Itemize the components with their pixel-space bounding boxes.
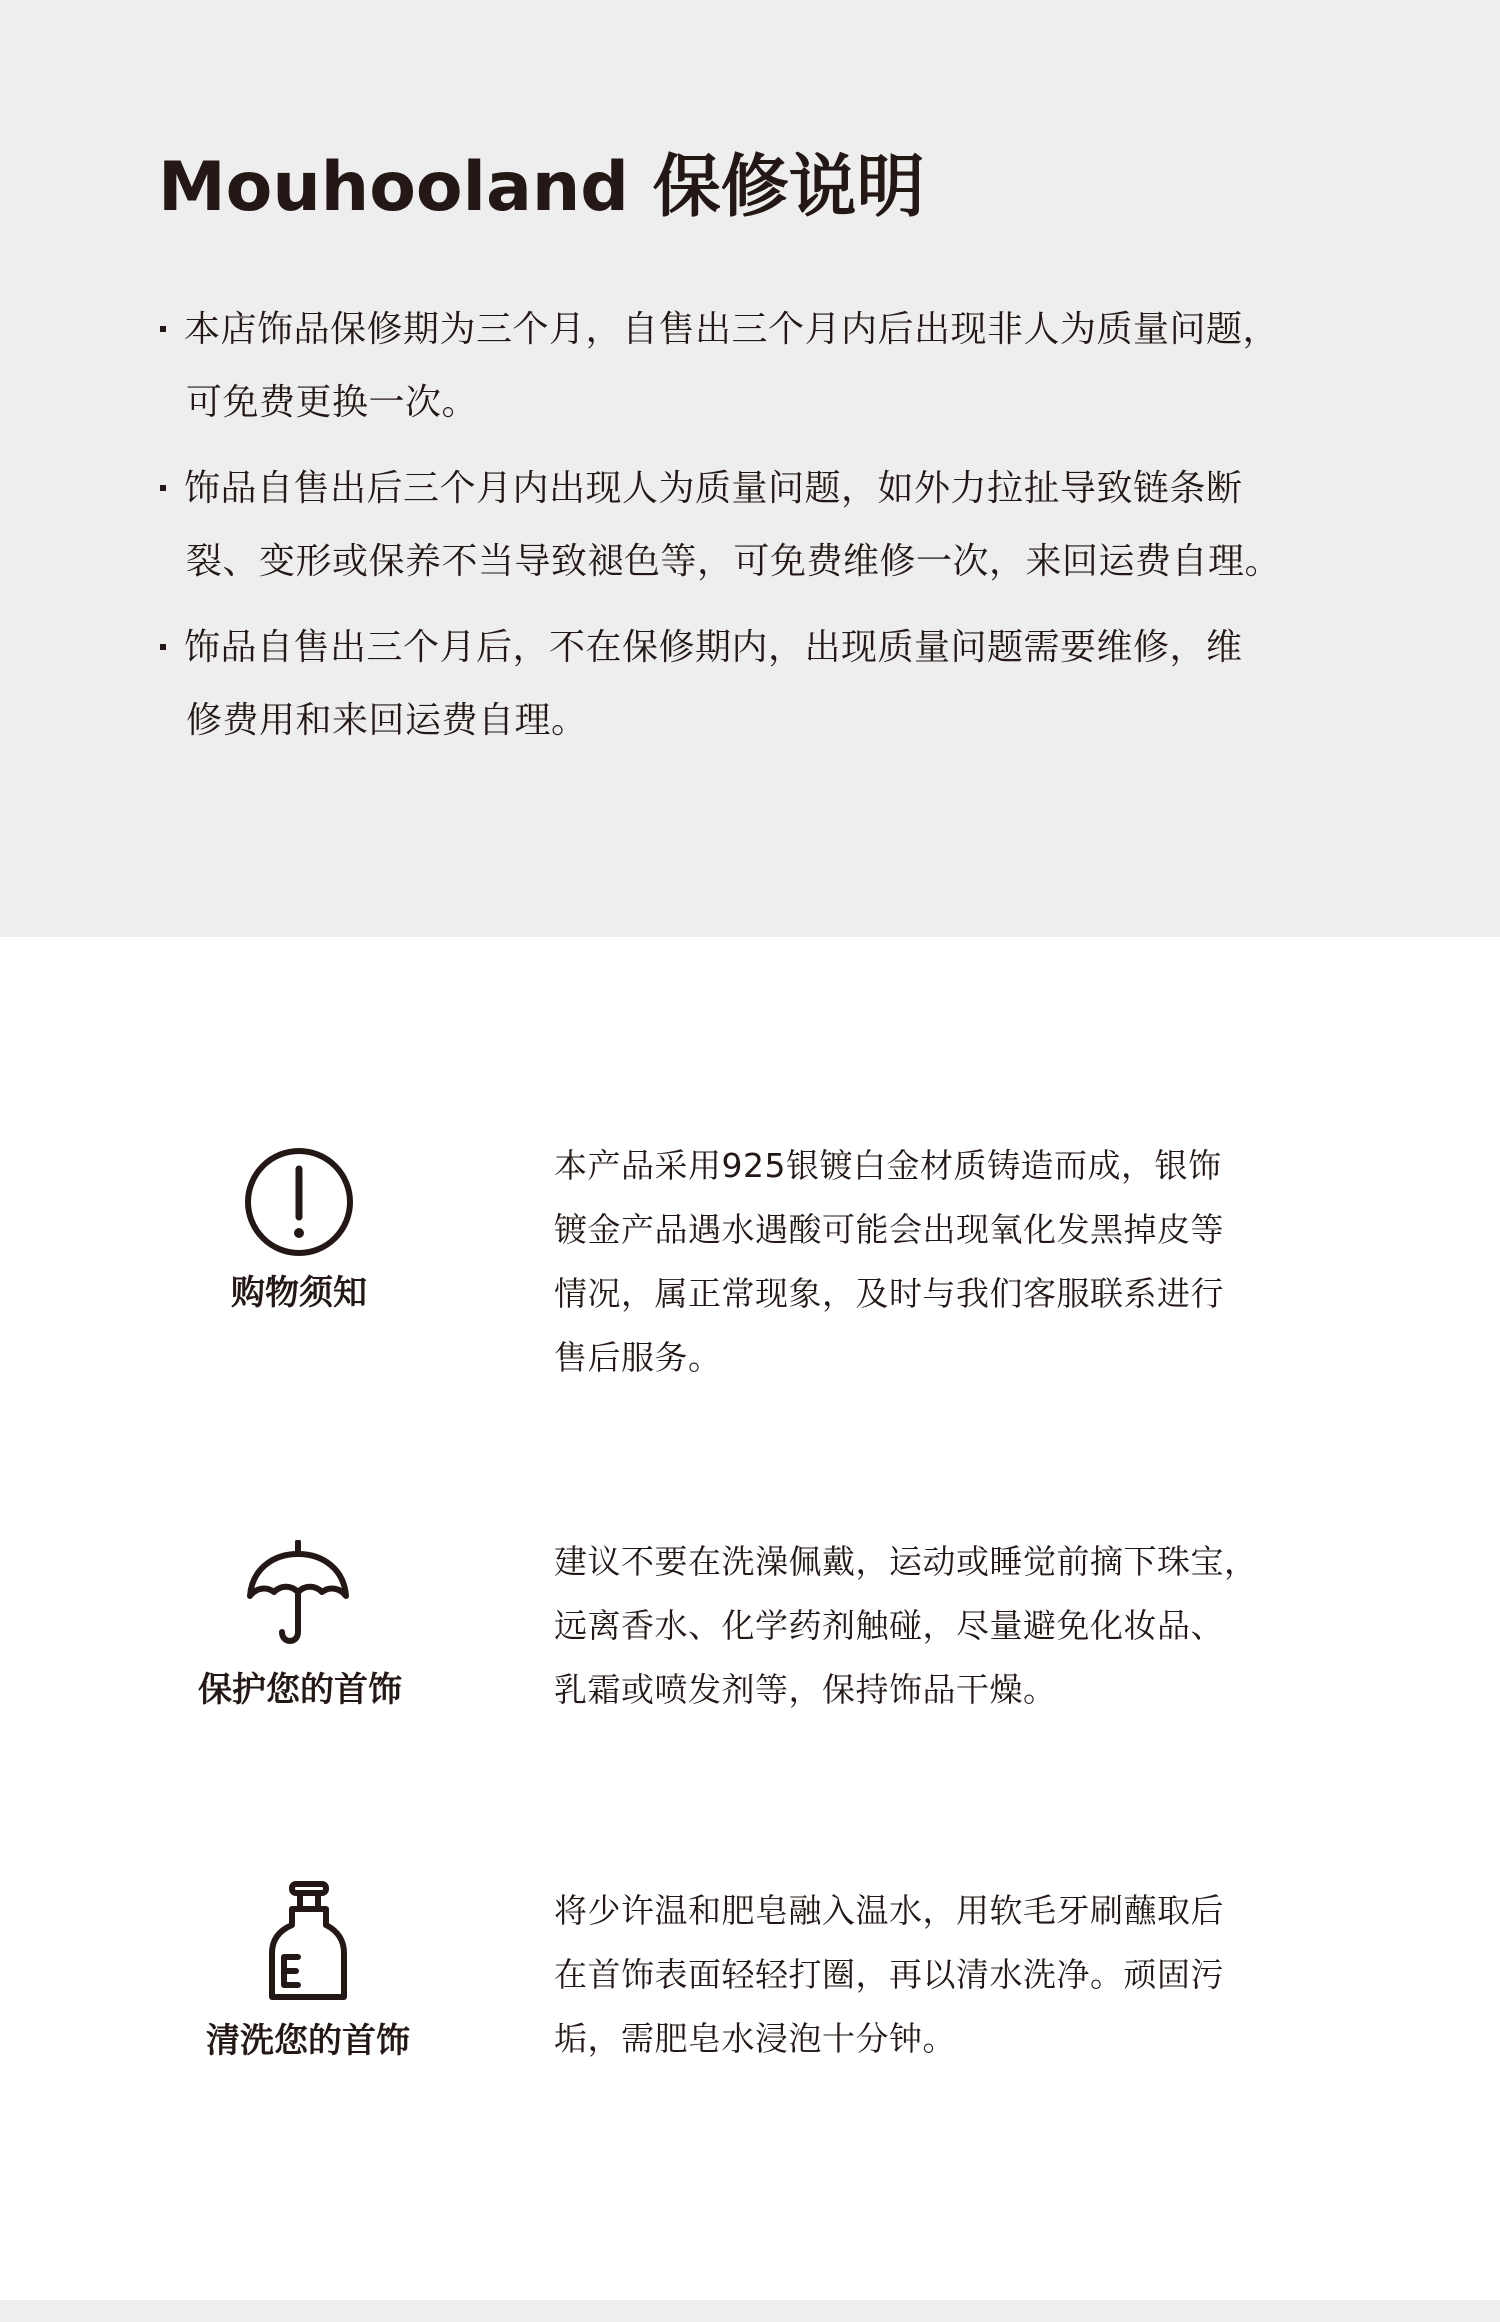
care-description-line: 本产品采用925银镀白金材质铸造而成，银饰 [554, 1146, 1222, 1185]
bullet-dot [160, 485, 166, 491]
warranty-list [158, 293, 1358, 770]
warranty-item-line: 可免费更换一次。 [186, 382, 479, 423]
warranty-item-line: 修费用和来回运费自理。 [186, 700, 588, 741]
care-description-line: 建议不要在洗澡佩戴，运动或睡觉前摘下珠宝， [554, 1542, 1258, 1581]
care-label: 清洗您的首饰 [206, 2021, 410, 2061]
care-description [554, 1134, 1224, 1390]
warranty-item-line: 饰品自售出后三个月内出现人为质量问题，如外力拉扯导致链条断 [184, 468, 1243, 509]
care-description-line: 将少许温和肥皂融入温水，用软毛牙刷蘸取后 [554, 1891, 1224, 1930]
care-description [554, 1879, 1224, 2071]
care-description-line: 垢，需肥皂水浸泡十分钟。 [554, 2019, 956, 2058]
care-description [554, 1530, 1258, 1722]
warranty-section [0, 0, 1500, 937]
bottom-band [0, 2300, 1500, 2322]
umbrella-icon [246, 1540, 350, 1650]
bullet-dot [160, 326, 166, 332]
care-label: 购物须知 [231, 1273, 367, 1313]
care-description-line: 远离香水、化学药剂触碰，尽量避免化妆品、 [554, 1606, 1224, 1645]
soap-pump-bottle-icon [268, 1881, 348, 2003]
bullet-dot [160, 644, 166, 650]
warranty-item [158, 452, 1334, 598]
warranty-item [158, 611, 1334, 757]
care-description-line: 在首饰表面轻轻打圈，再以清水洗净。顽固污 [554, 1955, 1224, 1994]
care-label: 保护您的首饰 [198, 1670, 402, 1710]
care-description-line: 情况，属正常现象，及时与我们客服联系进行 [554, 1274, 1224, 1313]
care-description-line: 镀金产品遇水遇酸可能会出现氧化发黑掉皮等 [554, 1210, 1224, 1249]
warranty-title: Mouhooland 保修说明 [158, 148, 925, 227]
warranty-item-line: 饰品自售出三个月后，不在保修期内，出现质量问题需要维修，维 [184, 627, 1243, 668]
warranty-item [158, 293, 1334, 439]
warranty-item-line: 本店饰品保修期为三个月，自售出三个月内后出现非人为质量问题， [184, 309, 1280, 350]
exclamation-circle-icon [244, 1147, 354, 1257]
care-description-line: 乳霜或喷发剂等，保持饰品干燥。 [554, 1670, 1057, 1709]
care-description-line: 售后服务。 [554, 1338, 722, 1377]
care-section [0, 937, 1500, 2300]
warranty-item-line: 裂、变形或保养不当导致褪色等，可免费维修一次，来回运费自理。 [186, 541, 1282, 582]
